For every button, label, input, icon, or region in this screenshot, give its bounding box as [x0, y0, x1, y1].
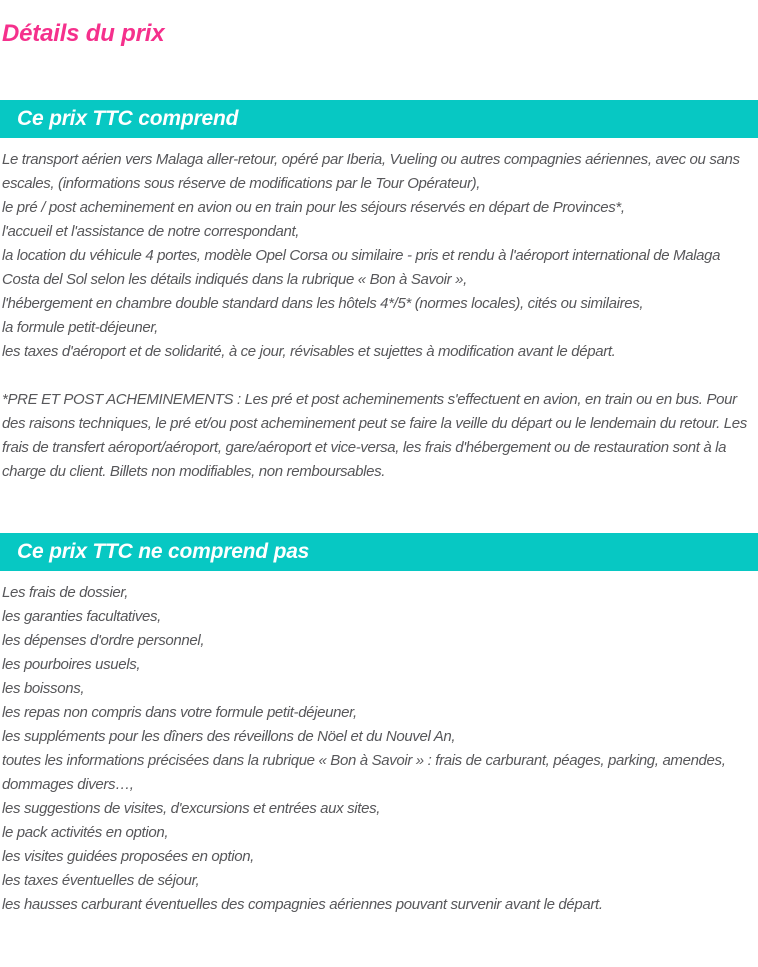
excluded-list — [0, 581, 758, 917]
excluded-banner-heading: Ce prix TTC ne comprend pas — [17, 540, 310, 563]
price-details-page — [0, 20, 758, 917]
excluded-item: les suggestions de visites, d'excursions et entrées aux sites, — [2, 800, 381, 817]
included-item: l'accueil et l'assistance de notre correspondant, — [2, 223, 300, 240]
included-item: les taxes d'aéroport et de solidarité, à ce jour, révisables et sujettes à modification avant le départ. — [2, 343, 616, 360]
included-item: l'hébergement en chambre double standard dans les hôtels 4*/5* (normes locales), cités ou similaires, — [2, 295, 644, 312]
excluded-item: les dépenses d'ordre personnel, — [2, 632, 205, 649]
excluded-item: les suppléments pour les dîners des réveillons de Nöel et du Nouvel An, — [2, 728, 456, 745]
included-item: Le transport aérien vers Malaga aller-retour, opéré par Iberia, Vueling ou autres compagnies aériennes, avec ou sans escales, (informations sous réserve de modifications par le Tour Opérateur), — [2, 151, 740, 192]
excluded-item: les boissons, — [2, 680, 85, 697]
included-item: la location du véhicule 4 portes, modèle Opel Corsa ou similaire - pris et rendu à l'aéroport international de Malaga Costa del Sol selon les détails indiqués dans la rubrique « Bon à Savoir », — [2, 247, 721, 288]
excluded-item: les visites guidées proposées en option, — [2, 848, 255, 865]
excluded-item: les taxes éventuelles de séjour, — [2, 872, 200, 889]
included-banner-heading: Ce prix TTC comprend — [17, 107, 239, 130]
included-list — [0, 148, 758, 484]
excluded-item: Les frais de dossier, — [2, 584, 129, 601]
excluded-item: toutes les informations précisées dans la rubrique « Bon à Savoir » : frais de carburant, péages, parking, amendes, dommages divers…, — [2, 752, 726, 793]
excluded-item: les pourboires usuels, — [2, 656, 141, 673]
excluded-item: le pack activités en option, — [2, 824, 169, 841]
excluded-item: les hausses carburant éventuelles des compagnies aériennes pouvant survenir avant le départ. — [2, 896, 603, 913]
included-banner — [0, 100, 758, 138]
excluded-item: les garanties facultatives, — [2, 608, 161, 625]
page-title: Détails du prix — [2, 20, 165, 47]
excluded-banner — [0, 533, 758, 571]
excluded-item: les repas non compris dans votre formule petit-déjeuner, — [2, 704, 357, 721]
section-price-excluded — [0, 533, 758, 917]
section-price-included — [0, 100, 758, 484]
included-item: le pré / post acheminement en avion ou en train pour les séjours réservés en départ de Provinces*, — [2, 199, 625, 216]
included-item: la formule petit-déjeuner, — [2, 319, 158, 336]
pre-post-acheminements-note: *PRE ET POST ACHEMINEMENTS : Les pré et post acheminements s'effectuent en avion, en train ou en bus. Pour des raisons techniques, le pré et/ou post acheminement peut se faire la veille du départ ou le lendemain du retour. Les frais de transfert aéroport/aéroport, gare/aéroport et vice-versa, les frais d'hébergement ou de restauration sont à la charge du client. Billets non modifiables, non remboursables. — [2, 391, 747, 480]
